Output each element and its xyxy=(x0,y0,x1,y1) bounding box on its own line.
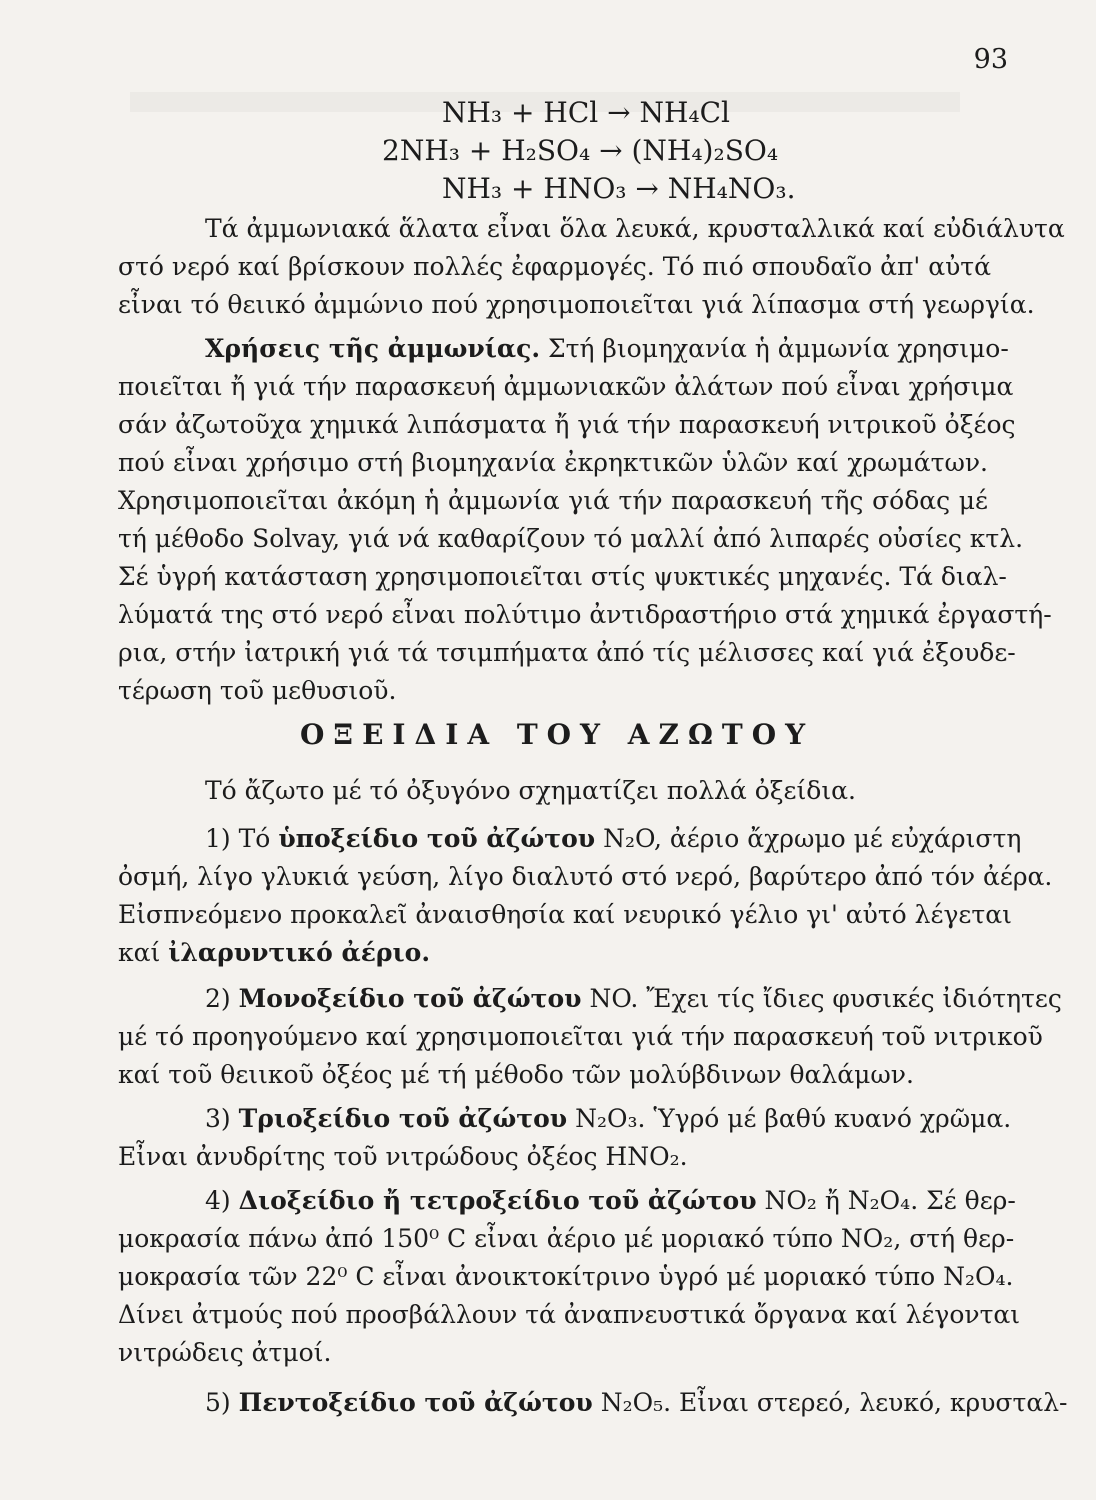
item-1-number: 1) xyxy=(205,824,231,853)
text-line: μοκρασία τῶν 22⁰ C εἶναι ἀνοικτοκίτρινο ὑγρό μέ μοριακό τύπο N₂O₄. xyxy=(118,1262,1014,1291)
item-5-bold: Πεντοξείδιο τοῦ ἀζώτου xyxy=(238,1388,593,1417)
item-3-number: 3) xyxy=(205,1104,231,1133)
item-2-bold: Μονοξείδιο τοῦ ἀζώτου xyxy=(238,984,582,1013)
text-line: νιτρώδεις ἀτμοί. xyxy=(118,1338,332,1367)
text-line: μοκρασία πάνω ἀπό 150⁰ C εἶναι ἀέριο μέ μοριακό τύπο NO₂, στή θερ- xyxy=(118,1224,1015,1253)
item-1-first-line xyxy=(205,824,1022,854)
section-title: ΟΞΕΙΔΙΑ ΤΟΥ ΑΖΩΤΟΥ xyxy=(300,718,815,751)
uses-paragraph-first-line xyxy=(205,334,1009,364)
intro-line: Τό ἄζωτο μέ τό ὀξυγόνο σχηματίζει πολλά ὀξείδια. xyxy=(205,776,856,805)
text-line: Δίνει ἀτμούς πού προσβάλλουν τά ἀναπνευστικά ὄργανα καί λέγονται xyxy=(118,1300,1021,1329)
text-line: ρια, στήν ἰατρική γιά τά τσιμπήματα ἀπό τίς μέλισσες καί γιά ἐξουδε- xyxy=(118,638,1016,667)
text-line: τέρωση τοῦ μεθυσιοῦ. xyxy=(118,676,397,705)
uses-heading: Χρήσεις τῆς ἀμμωνίας. xyxy=(205,334,541,363)
item-4-rest: NO₂ ἤ N₂O₄. Σέ θερ- xyxy=(764,1186,1016,1215)
text-line: ποιεῖται ἤ γιά τήν παρασκευή ἀμμωνιακῶν ἀλάτων πού εἶναι χρήσιμα xyxy=(118,372,1014,401)
item-4-bold: Διοξείδιο ἤ τετροξείδιο τοῦ ἀζώτου xyxy=(238,1186,757,1215)
text-line: Χρησιμοποιεῖται ἀκόμη ἡ ἀμμωνία γιά τήν παρασκευή τῆς σόδας μέ xyxy=(118,486,988,515)
text-line: λύματά της στό νερό εἶναι πολύτιμο ἀντιδραστήριο στά χημικά ἐργαστή- xyxy=(118,600,1052,629)
item-5-first-line xyxy=(205,1388,1068,1418)
text-line: πού εἶναι χρήσιμο στή βιομηχανία ἐκρηκτικῶν ὑλῶν καί χρωμάτων. xyxy=(118,448,988,477)
item-5-rest: N₂O₅. Εἶναι στερεό, λευκό, κρυσταλ- xyxy=(600,1388,1068,1417)
text-line: Εἶναι ἀνυδρίτης τοῦ νιτρώδους ὀξέος HNO₂. xyxy=(118,1142,688,1171)
item-1-last-bold: ἰλαρυντικό ἀέριο. xyxy=(168,938,431,967)
item-2-rest: NO. Ἔχει τίς ἴδιες φυσικές ἰδιότητες xyxy=(589,984,1062,1013)
item-3-first-line xyxy=(205,1104,1012,1134)
text-line: στό νερό καί βρίσκουν πολλές ἐφαρμογές. Τό πιό σπουδαῖο ἀπ' αὐτά xyxy=(118,252,991,281)
item-1-rest: N₂O, ἀέριο ἄχρωμο μέ εὐχάριστη xyxy=(603,824,1022,853)
text-line: Εἰσπνεόμενο προκαλεῖ ἀναισθησία καί νευρικό γέλιο γι' αὐτό λέγεται xyxy=(118,900,1012,929)
text-line: τή μέθοδο Solvay, γιά νά καθαρίζουν τό μαλλί ἀπό λιπαρές οὐσίες κτλ. xyxy=(118,524,1024,553)
item-1-last-line xyxy=(118,938,988,968)
text-line: Τά ἀμμωνιακά ἅλατα εἶναι ὅλα λευκά, κρυσταλλικά καί εὐδιάλυτα xyxy=(205,214,1065,243)
item-3-rest: N₂O₃. Ὑγρό μέ βαθύ κυανό χρῶμα. xyxy=(575,1104,1012,1133)
equation-3: NH₃ + HNO₃ → NH₄NO₃. xyxy=(442,172,796,205)
equation-2: 2NH₃ + H₂SO₄ → (NH₄)₂SO₄ xyxy=(382,134,779,167)
text-line: σάν ἀζωτοῦχα χημικά λιπάσματα ἤ γιά τήν παρασκευή νιτρικοῦ ὀξέος xyxy=(118,410,1016,439)
item-2-number: 2) xyxy=(205,984,231,1013)
item-3-bold: Τριοξείδιο τοῦ ἀζώτου xyxy=(238,1104,568,1133)
text-line: καί τοῦ θειικοῦ ὀξέος μέ τή μέθοδο τῶν μολύβδινων θαλάμων. xyxy=(118,1060,914,1089)
item-4-number: 4) xyxy=(205,1186,231,1215)
text-line: μέ τό προηγούμενο καί χρησιμοποιεῖται γιά τήν παρασκευή τοῦ νιτρικοῦ xyxy=(118,1022,1043,1051)
uses-first-text: Στή βιομηχανία ἡ ἀμμωνία χρησιμο- xyxy=(547,334,1009,363)
text-line: ὀσμή, λίγο γλυκιά γεύση, λίγο διαλυτό στό νερό, βαρύτερο ἀπό τόν ἀέρα. xyxy=(118,862,1053,891)
text-line: Σέ ὑγρή κατάσταση χρησιμοποιεῖται στίς ψυκτικές μηχανές. Τά διαλ- xyxy=(118,562,1007,591)
item-1-last-pre: καί xyxy=(118,938,161,967)
text-line: εἶναι τό θειικό ἀμμώνιο πού χρησιμοποιεῖται γιά λίπασμα στή γεωργία. xyxy=(118,290,1035,319)
item-5-number: 5) xyxy=(205,1388,231,1417)
page-number: 93 xyxy=(973,44,1008,75)
item-2-first-line xyxy=(205,984,1062,1014)
item-4-first-line xyxy=(205,1186,1016,1216)
equation-1: NH₃ + HCl → NH₄Cl xyxy=(442,96,730,129)
item-1-pre: Τό xyxy=(238,824,271,853)
item-1-bold: ὑποξείδιο τοῦ ἀζώτου xyxy=(278,824,596,853)
